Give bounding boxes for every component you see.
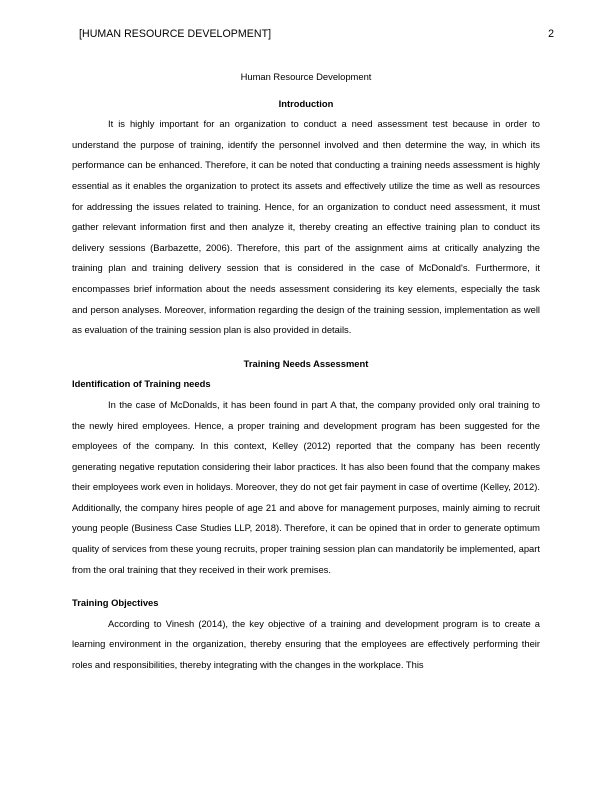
page-number: 2 [548,28,554,40]
running-header-title: [HUMAN RESOURCE DEVELOPMENT] [79,28,272,40]
introduction-paragraph: It is highly important for an organization to conduct a need assessment test because in order to understand the purpose of training, identify the personnel involved and then determine the way, in which its performance can be enhanced. Therefore, it can be noted that conducting a training needs assessment is highly essential as it enables the organization to protect its assets and effectively utilize the time as well as resources for addressing the issues related to training. Hence, for an organization to conduct need assessment, it must gather relevant information first and then analyze it, thereby creating an effective training plan to conduct its delivery sessions (Barbazette, 2006). Therefore, this part of the assignment aims at critically analyzing the training plan and training delivery session that is considered in the case of McDonald's. Furthermore, it encompasses brief information about the needs assessment considering its key elements, especially the task and person analyses. Moreover, information regarding the design of the training session, implementation as well as evaluation of the training session plan is also provided in details. [72,118,540,336]
section-spacer [72,341,540,354]
section-spacer [72,580,540,593]
document-title: Human Resource Development [240,71,372,82]
introduction-heading: Introduction [278,97,334,109]
objectives-paragraph: According to Vinesh (2014), the key objective of a training and development program is to create a learning environment in the organization, thereby ensuring that the employees are effectively performing their roles and responsibilities, thereby integrating with the changes in the workplace. This [72,617,540,671]
training-needs-assessment-heading: Training Needs Assessment [243,357,369,369]
identification-heading: Identification of Training needs [72,378,211,390]
identification-paragraph: In the case of McDonalds, it has been found in part A that, the company provided only oral training to the newly hired employees. Hence, a proper training and development program has been suggested for the employees of the company. In this context, Kelley (2012) reported that the company has been recently generating negative reputation considering their labor practices. It has also been found that the company makes their employees work even in holidays. Moreover, they do not get fair payment in case of overtime (Kelley, 2012). Additionally, the company hires people of age 21 and above for management purposes, mainly aiming to recruit young people (Business Case Studies LLP, 2018). Therefore, it can be opined that in order to generate optimum quality of services from these young recruits, proper training session plan can mandatorily be implemented, apart from the oral training that they received in their work premises. [72,398,540,575]
objectives-heading: Training Objectives [72,597,159,609]
document-body [72,67,540,676]
